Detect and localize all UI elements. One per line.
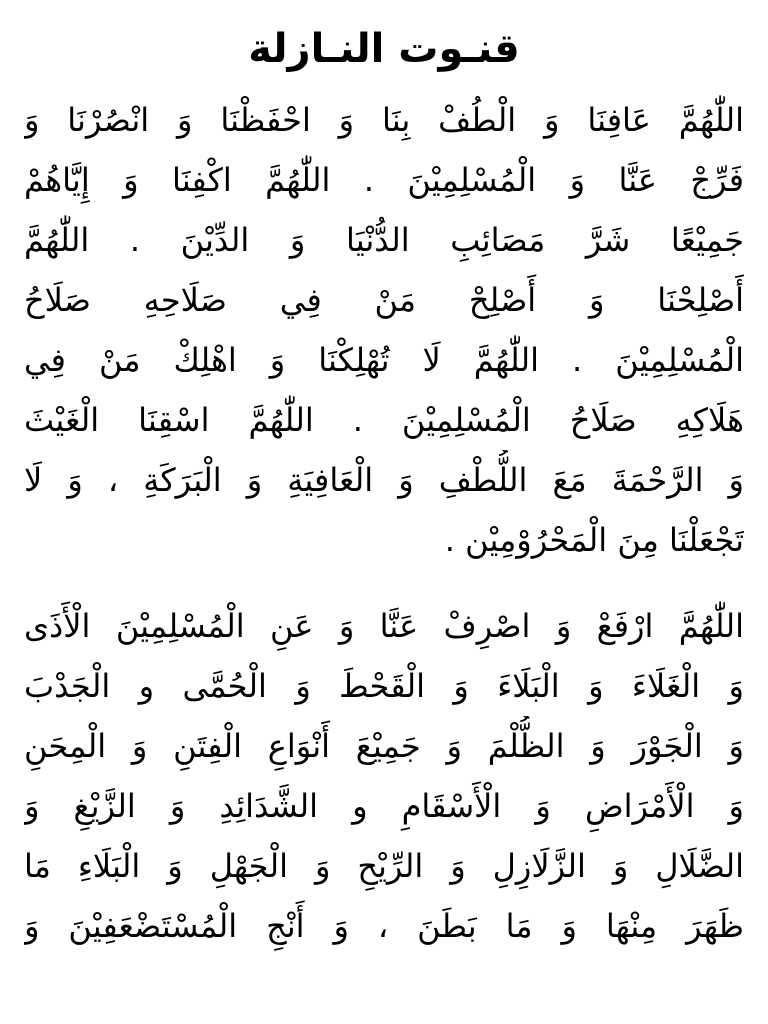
text-line: الْمُسْلِمِيْنَ . اللّٰهُمَّ لَا تُهْلِكْنَا وَ اهْلِكْ مَنْ فِي bbox=[24, 341, 744, 379]
text-line: ظَهَرَ مِنْهَا وَ مَا بَطَنَ ، وَ أَنْجِ الْمُسْتَضْعَفِيْنَ وَ bbox=[24, 907, 744, 945]
text-line: اللّٰهُمَّ ارْفَعْ وَ اصْرِفْ عَنَّا وَ عَنِ الْمُسْلِمِيْنَ الْأَذَى bbox=[24, 607, 744, 645]
text-line: وَ الْغَلَاءَ وَ الْبَلَاءَ وَ الْقَحْطَ وَ الْحُمَّى و الْجَدْبَ bbox=[24, 667, 744, 705]
text-line: اللّٰهُمَّ عَافِنَا وَ الْطُفْ بِنَا وَ احْفَظْنَا وَ انْصُرْنَا وَ bbox=[24, 101, 744, 139]
text-line: وَ الْجَوْرَ وَ الظُّلْمَ وَ جَمِيْعَ أَنْوَاعِ الْفِتَنِ وَ الْمِحَنِ bbox=[24, 727, 744, 765]
page-title: قنـوت النـازلة bbox=[248, 26, 520, 72]
text-line: وَ الرَّحْمَةَ مَعَ اللُّطْفِ وَ الْعَافِيَةِ وَ الْبَرَكَةِ ، وَ لَا bbox=[24, 461, 744, 499]
text-line: الضَّلَالِ وَ الزَّلَازِلِ وَ الرِّيْحِ وَ الْجَهْلِ وَ الْبَلَاءِ مَا bbox=[24, 847, 744, 885]
text-line: هَلَاكِهِ صَلَاحُ الْمُسْلِمِيْنَ . اللّٰهُمَّ اسْقِنَا الْغَيْثَ bbox=[24, 401, 744, 439]
text-line: تَجْعَلْنَا مِنَ الْمَحْرُوْمِيْن . bbox=[444, 521, 744, 559]
paragraph-2 bbox=[24, 596, 744, 956]
text-line: جَمِيْعًا شَرَّ مَصَائِبِ الدُّنْيَا وَ الدِّيْنَ . اللّٰهُمَّ bbox=[24, 221, 744, 259]
text-line: فَرِّجْ عَنَّا وَ الْمُسْلِمِيْنَ . اللّٰهُمَّ اكْفِنَا وَ إِيَّاهُمْ bbox=[24, 161, 744, 199]
paragraph-1 bbox=[24, 90, 744, 570]
text-line: وَ الْأَمْرَاضِ وَ الْأَسْقَامِ و الشَّدَائِدِ وَ الزَّيْغِ وَ bbox=[24, 787, 744, 825]
paragraph-divider bbox=[24, 570, 744, 596]
text-line: أَصْلِحْنَا وَ أَصْلِحْ مَنْ فِي صَلَاحِهِ صَلَاحُ bbox=[24, 281, 744, 319]
